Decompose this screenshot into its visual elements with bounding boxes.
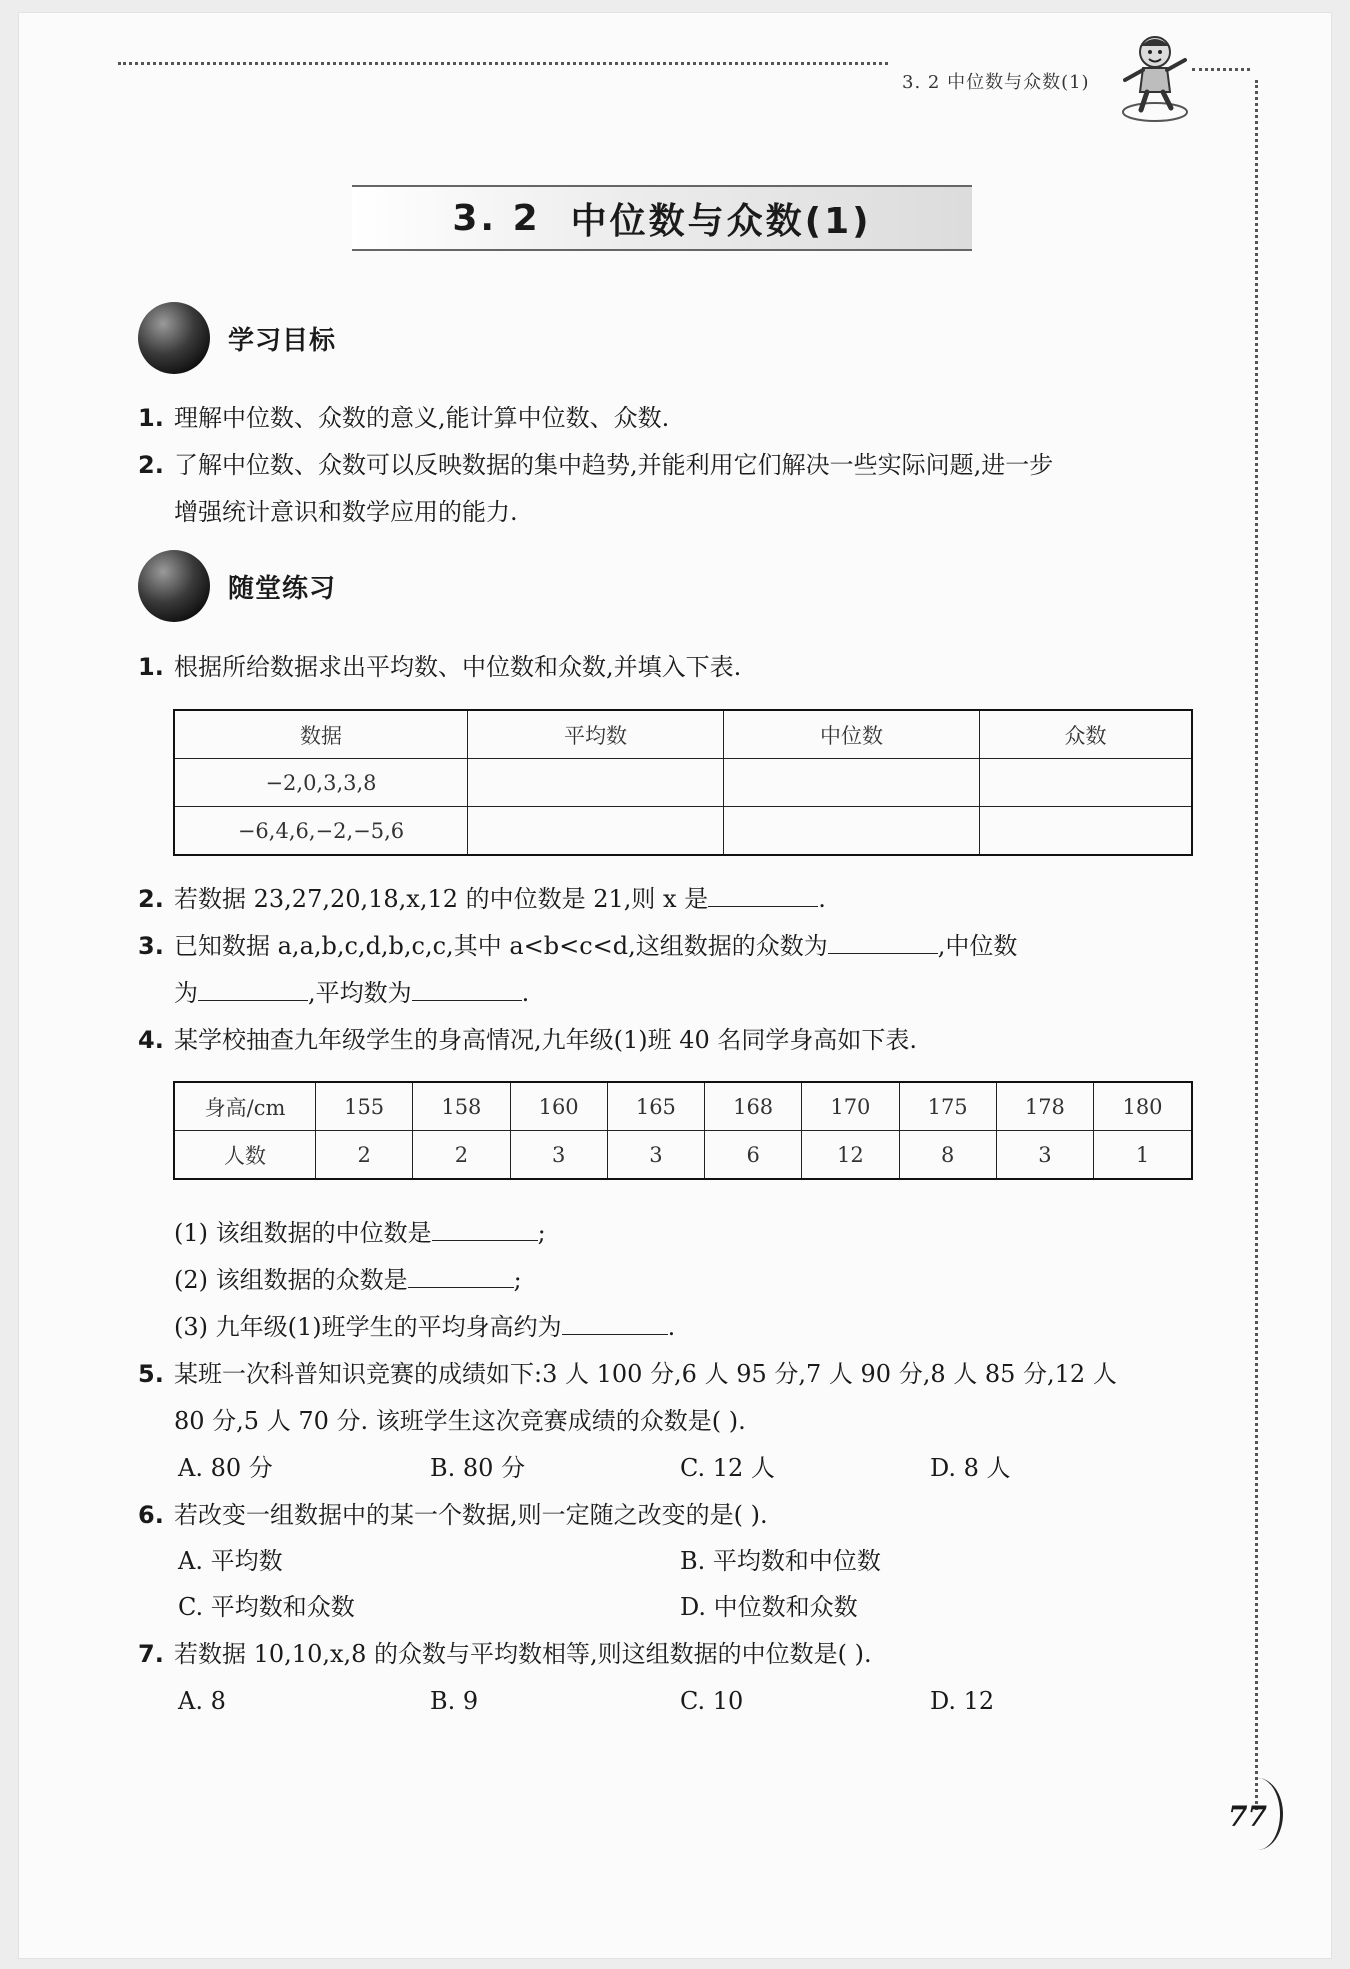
option-d[interactable]: D. 8 人: [930, 1454, 1011, 1482]
table-cell: 155: [316, 1082, 413, 1131]
goal-item-1: 1. 理解中位数、众数的意义,能计算中位数、众数.: [138, 404, 670, 432]
header-dotted-line-right: [1192, 68, 1250, 71]
globe-icon: [138, 550, 210, 622]
row-header: 人数: [174, 1131, 316, 1180]
table-cell: 158: [413, 1082, 510, 1131]
option-d[interactable]: D. 中位数和众数: [680, 1593, 858, 1621]
running-title: 3. 2 中位数与众数(1): [902, 72, 1090, 93]
title-number: 3. 2: [452, 197, 541, 239]
table-cell: 3: [996, 1131, 1093, 1180]
mascot-icon: [1115, 30, 1195, 125]
header-dotted-line: [118, 62, 888, 65]
option-c[interactable]: C. 12 人: [680, 1454, 775, 1482]
page-title: [352, 185, 972, 251]
table-cell: 6: [705, 1131, 802, 1180]
question-3-cont: 为 ,平均数为 .: [174, 979, 530, 1007]
title-text: 中位数与众数(1): [570, 200, 872, 242]
table-cell: 2: [316, 1131, 413, 1180]
answer-blank[interactable]: [708, 884, 818, 907]
question-2: 2. 若数据 23,27,20,18,x,12 的中位数是 21,则 x 是 .: [138, 885, 826, 913]
question-5-cont: 80 分,5 人 70 分. 该班学生这次竞赛成绩的众数是( ).: [174, 1407, 746, 1435]
table-cell: 1: [1094, 1131, 1193, 1180]
table-cell: 170: [802, 1082, 899, 1131]
option-a[interactable]: A. 8: [178, 1687, 226, 1715]
table-cell: 8: [899, 1131, 996, 1180]
question-4-part-1: (1) 该组数据的中位数是 ;: [174, 1219, 546, 1247]
question-6: 6. 若改变一组数据中的某一个数据,则一定随之改变的是( ).: [138, 1501, 768, 1529]
section-label: 学习目标: [228, 325, 337, 356]
table-header: 平均数: [468, 710, 724, 759]
goal-item-2-cont: 增强统计意识和数学应用的能力.: [174, 498, 518, 526]
table-cell: −6,4,6,−2,−5,6: [174, 807, 468, 856]
option-a[interactable]: A. 80 分: [178, 1454, 273, 1482]
section-ball-icon: [138, 302, 210, 374]
option-c[interactable]: C. 平均数和众数: [178, 1593, 355, 1621]
option-b[interactable]: B. 平均数和中位数: [680, 1547, 881, 1575]
table-cell: 3: [607, 1131, 704, 1180]
table-header: 数据: [174, 710, 468, 759]
option-c[interactable]: C. 10: [680, 1687, 744, 1715]
answer-cell[interactable]: [468, 807, 724, 856]
answer-blank[interactable]: [408, 1265, 514, 1288]
table-cell: −2,0,3,3,8: [174, 759, 468, 807]
question-4-part-3: (3) 九年级(1)班学生的平均身高约为 .: [174, 1313, 676, 1341]
stats-table: [173, 709, 1193, 856]
table-header: 中位数: [724, 710, 980, 759]
answer-cell[interactable]: [980, 807, 1193, 856]
section-practice: [138, 550, 336, 622]
option-a[interactable]: A. 平均数: [178, 1547, 283, 1575]
table-cell: 178: [996, 1082, 1093, 1131]
table-cell: 160: [510, 1082, 607, 1131]
question-7: 7. 若数据 10,10,x,8 的众数与平均数相等,则这组数据的中位数是( ).: [138, 1640, 872, 1668]
table-cell: 168: [705, 1082, 802, 1131]
question-1: 1. 根据所给数据求出平均数、中位数和众数,并填入下表.: [138, 653, 742, 681]
answer-blank[interactable]: [198, 978, 308, 1001]
height-table: [173, 1081, 1193, 1180]
question-3: 3. 已知数据 a,a,b,c,d,b,c,c,其中 a<b<c<d,这组数据的众数为 ,中位数: [138, 932, 1018, 960]
table-cell: 12: [802, 1131, 899, 1180]
option-b[interactable]: B. 80 分: [430, 1454, 526, 1482]
goal-item-2: 2. 了解中位数、众数可以反映数据的集中趋势,并能利用它们解决一些实际问题,进一步: [138, 451, 1054, 479]
answer-blank[interactable]: [412, 978, 522, 1001]
question-5: 5. 某班一次科普知识竞赛的成绩如下:3 人 100 分,6 人 95 分,7 人 90 分,8 人 85 分,12 人: [138, 1360, 1117, 1388]
section-learning-goals: [138, 302, 336, 374]
answer-blank[interactable]: [562, 1312, 668, 1335]
question-4-part-2: (2) 该组数据的众数是 ;: [174, 1266, 522, 1294]
answer-blank[interactable]: [828, 931, 938, 954]
table-cell: 2: [413, 1131, 510, 1180]
option-d[interactable]: D. 12: [930, 1687, 995, 1715]
answer-cell[interactable]: [980, 759, 1193, 807]
question-4: 4. 某学校抽查九年级学生的身高情况,九年级(1)班 40 名同学身高如下表.: [138, 1026, 918, 1054]
table-cell: 175: [899, 1082, 996, 1131]
option-b[interactable]: B. 9: [430, 1687, 479, 1715]
answer-cell[interactable]: [724, 807, 980, 856]
section-label: 随堂练习: [228, 573, 337, 604]
table-header: 众数: [980, 710, 1193, 759]
row-header: 身高/cm: [174, 1082, 316, 1131]
answer-blank[interactable]: [432, 1218, 538, 1241]
table-cell: 3: [510, 1131, 607, 1180]
answer-cell[interactable]: [724, 759, 980, 807]
side-dotted-line: [1255, 80, 1258, 1810]
table-cell: 165: [607, 1082, 704, 1131]
answer-cell[interactable]: [468, 759, 724, 807]
table-cell: 180: [1094, 1082, 1193, 1131]
page-number: 77: [1228, 1800, 1267, 1833]
